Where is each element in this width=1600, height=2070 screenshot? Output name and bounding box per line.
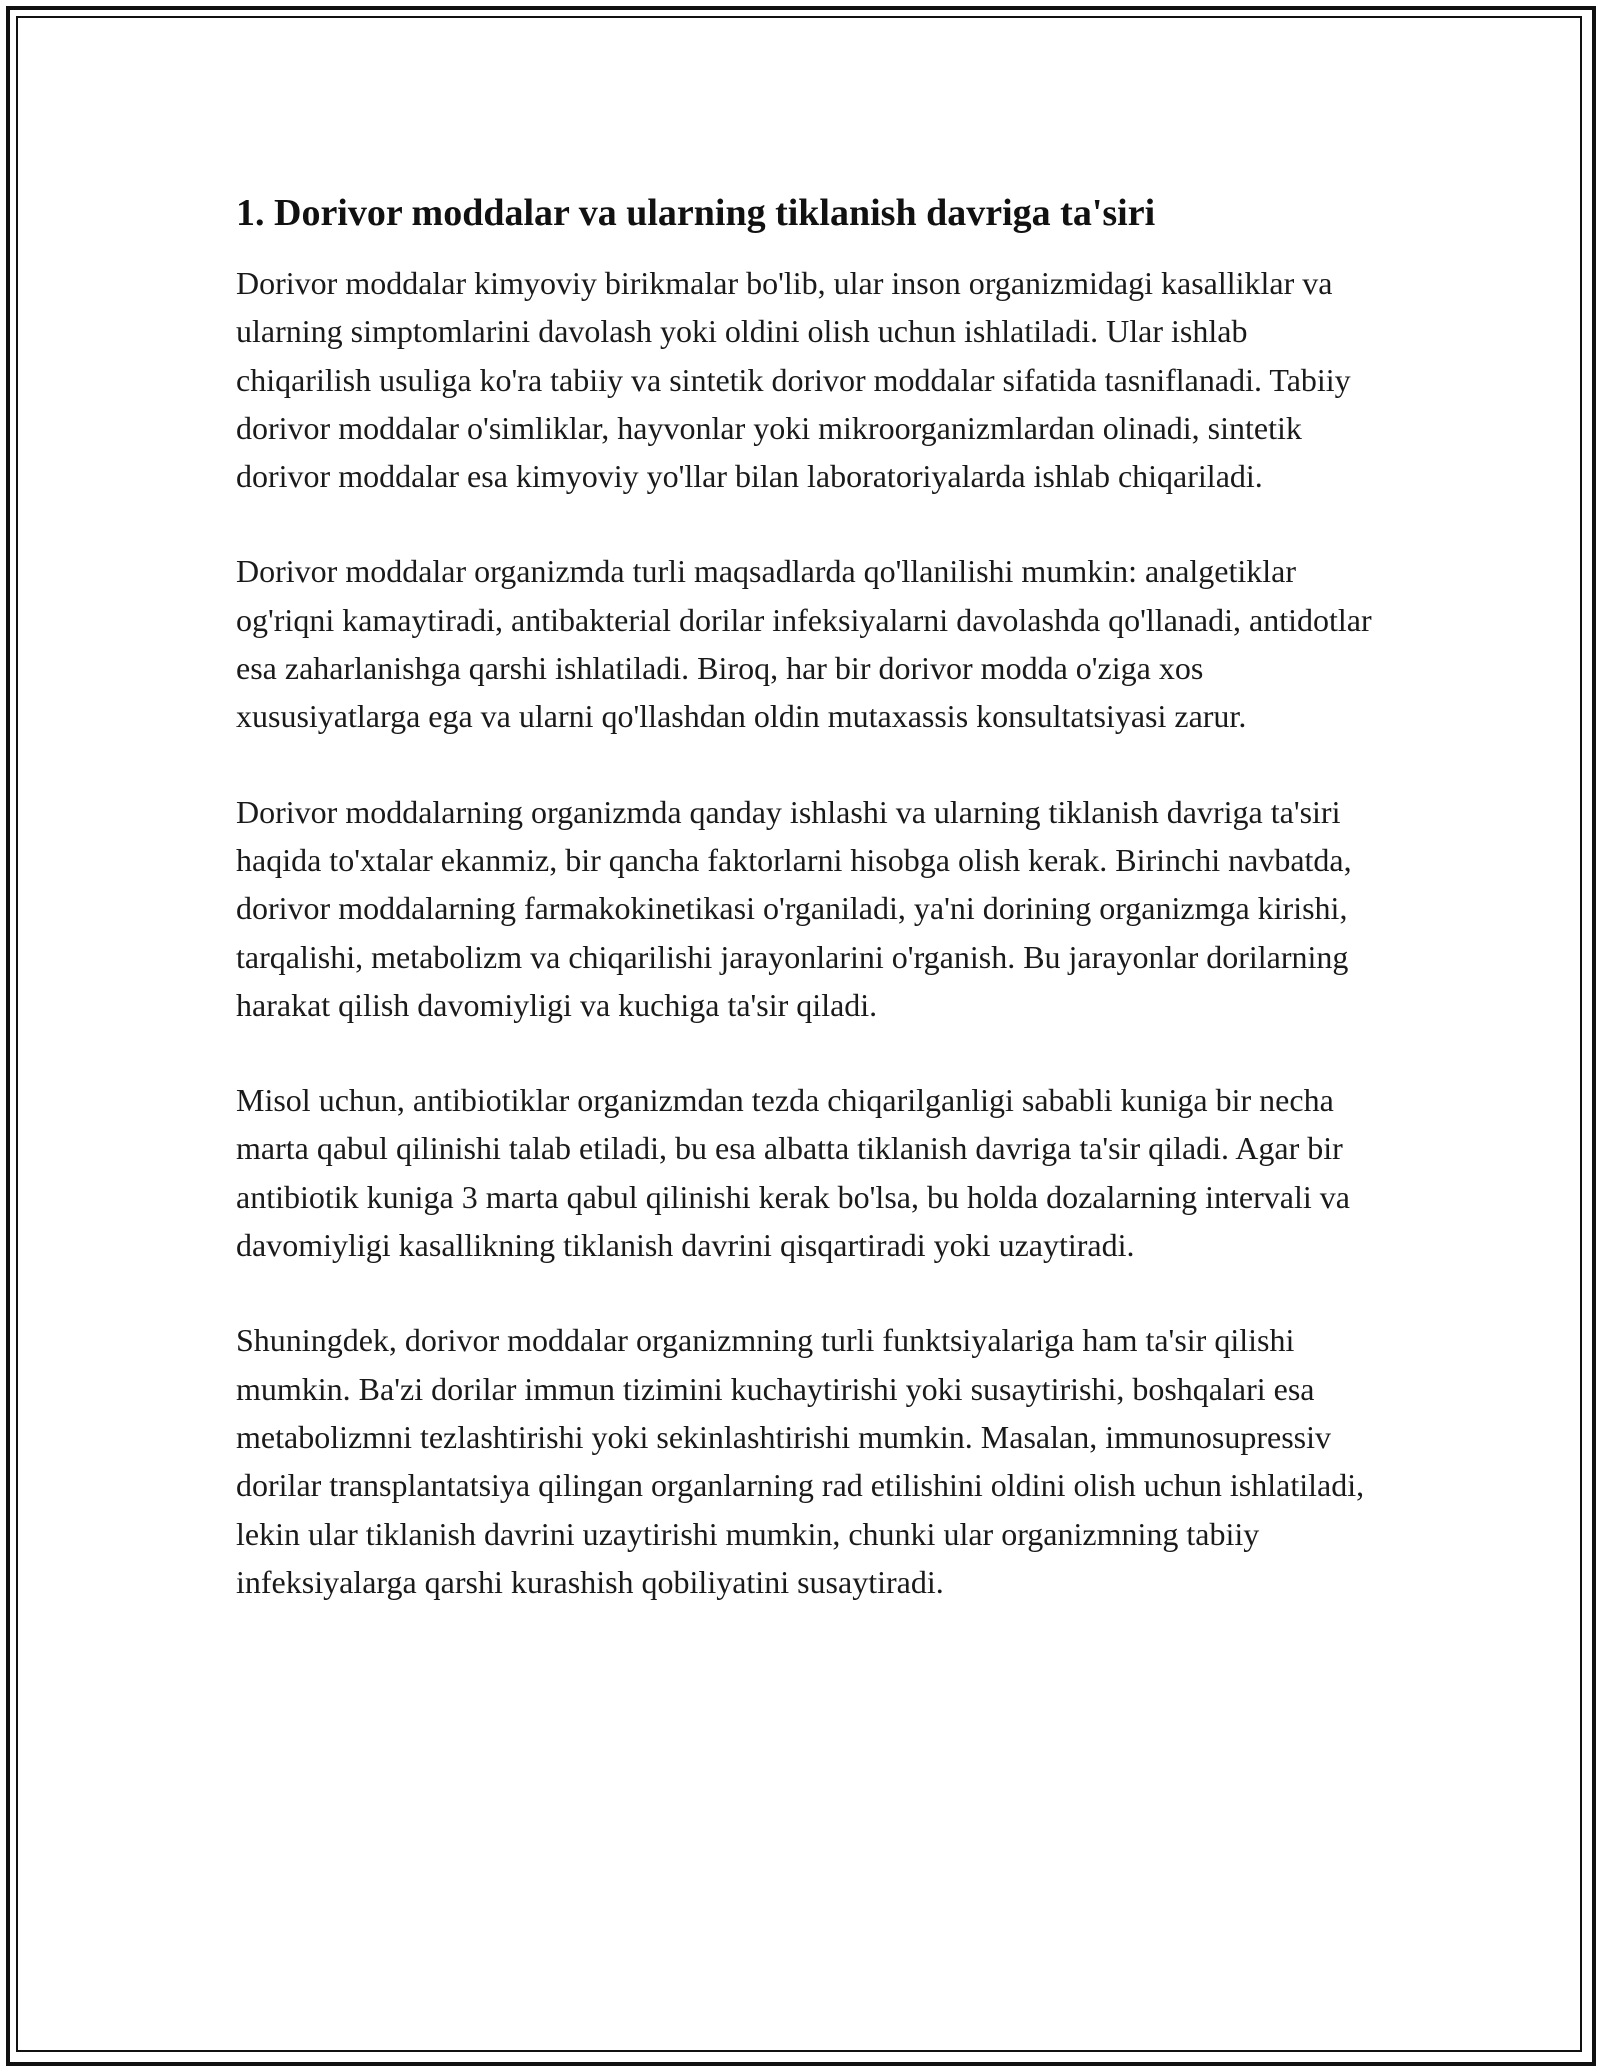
paragraph-antibiotics-example: Misol uchun, antibiotiklar organizmdan tezda chiqarilganligi sababli kuniga bir necha marta qabul qilinishi talab etiladi, bu esa albatta tiklanish davriga ta'sir qiladi. Agar bir antibiotik kuniga 3 marta qabul qilinishi kerak bo'lsa, bu holda dozalarning intervali va davomiyligi kasallikning tiklanish davrini qisqartiradi yoki uzaytiradi.	[236, 1082, 1350, 1264]
paragraph-usage: Dorivor moddalar organizmda turli maqsadlarda qo'llanilishi mumkin: analgetiklar og'riqni kamaytiradi, antibakterial dorilar infeksiyalarni davolashda qo'llanadi, antidotlar esa zaharlanishga qarshi ishlatiladi. Biroq, har bir dorivor modda o'ziga xos xususiyatlarga ega va ularni qo'llashdan oldin mutaxassis konsultatsiyasi zarur.	[236, 553, 1372, 735]
document-body	[236, 185, 1386, 1653]
paragraph-body-functions: Shuningdek, dorivor moddalar organizmning turli funktsiyalariga ham ta'sir qilishi mumkin. Ba'zi dorilar immun tizimini kuchaytirishi yoki susaytirishi, boshqalari esa metabolizmni tezlashtirishi yoki sekinlashtirishi mumkin. Masalan, immunosupressiv dorilar transplantatsiya qilingan organlarning rad etilishini oldini olish uchun ishlatiladi, lekin ular tiklanish davrini uzaytirishi mumkin, chunki ular organizmning tabiiy infeksiyalarga qarshi kurashish qobiliyatini susaytiradi.	[236, 1322, 1365, 1600]
section-heading: 1. Dorivor moddalar va ularning tiklanish davriga ta'siri	[236, 192, 1156, 234]
paragraph-definition: Dorivor moddalar kimyoviy birikmalar bo'lib, ular inson organizmidagi kasalliklar va ularning simptomlarini davolash yoki oldini olish uchun ishlatiladi. Ular ishlab chiqarilish usuliga ko'ra tabiiy va sintetik dorivor moddalar sifatida tasniflanadi. Tabiiy dorivor moddalar o'simliklar, hayvonlar yoki mikroorganizmlardan olinadi, sintetik dorivor moddalar esa kimyoviy yo'llar bilan laboratoriyalarda ishlab chiqariladi.	[236, 265, 1351, 495]
paragraph-pharmacokinetics: Dorivor moddalarning organizmda qanday ishlashi va ularning tiklanish davriga ta'siri haqida to'xtalar ekanmiz, bir qancha faktorlarni hisobga olish kerak. Birinchi navbatda, dorivor moddalarning farmakokinetikasi o'rganiladi, ya'ni dorining organizmga kirishi, tarqalishi, metabolizm va chiqarilishi jarayonlarini o'rganish. Bu jarayonlar dorilarning harakat qilish davomiyligi va kuchiga ta'sir qiladi.	[236, 793, 1352, 1023]
